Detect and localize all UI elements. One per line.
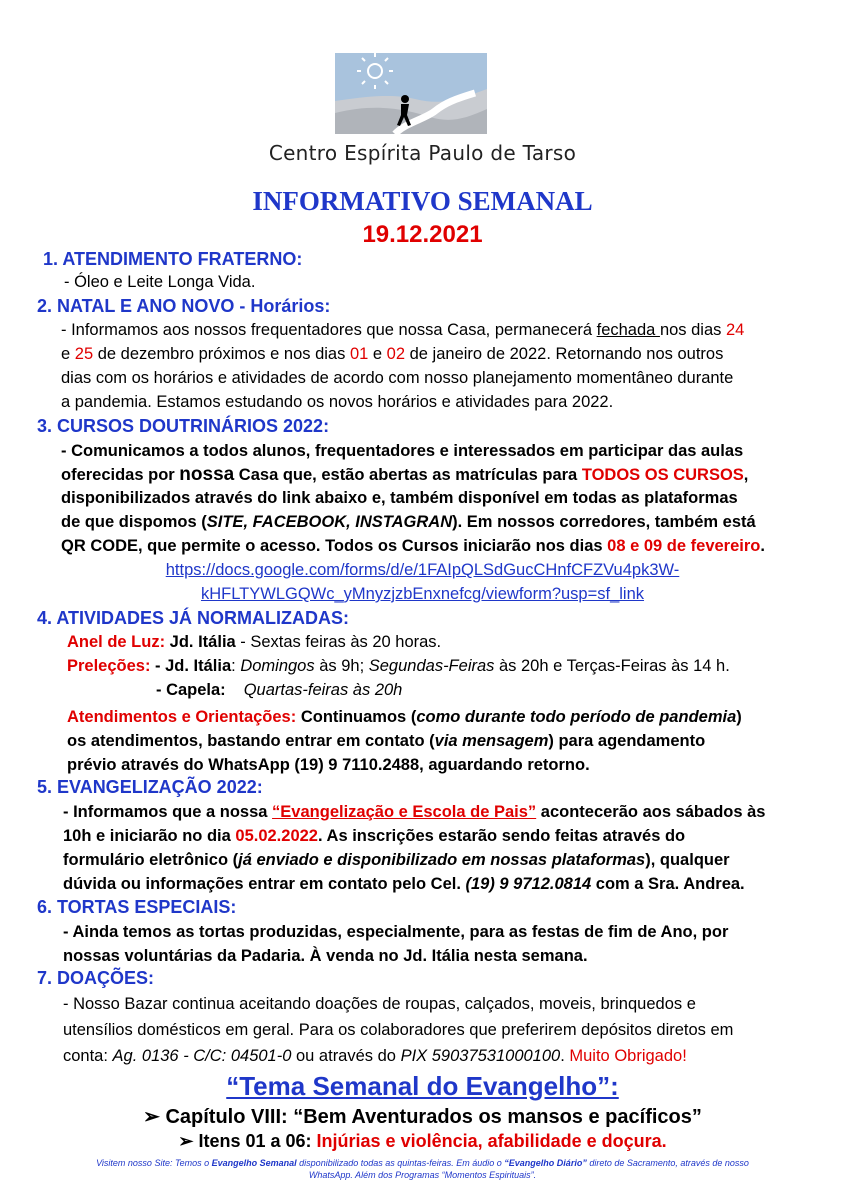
section-3-line-3: disponibilizados através do link abaixo e, também disponível em todas as plataformas xyxy=(61,489,738,507)
atendimentos-line-2: os atendimentos, bastando entrar em contato (via mensagem) para agendamento xyxy=(67,732,706,750)
tema-title: “Tema Semanal do Evangelho”: xyxy=(226,1071,619,1101)
tema-itens: ➢ Itens 01 a 06: Injúrias e violência, afabilidade e doçura. xyxy=(178,1131,667,1151)
section-7-line-1: - Nosso Bazar continua aceitando doações de roupas, calçados, moveis, brinquedos e xyxy=(63,995,696,1013)
arrow-bullet-icon: ➢ xyxy=(178,1131,194,1151)
atendimentos-line-1: Atendimentos e Orientações: Continuamos (como durante todo período de pandemia) xyxy=(67,708,742,726)
section-3-line-1: - Comunicamos a todos alunos, frequentadores e interessados em participar das aulas xyxy=(61,442,744,460)
section-2-line-1: - Informamos aos nossos frequentadores que nossa Casa, permanecerá fechada nos dias 24 xyxy=(61,321,745,339)
anel-de-luz: Anel de Luz: Jd. Itália - Sextas feiras às 20 horas. xyxy=(67,633,442,651)
section-6-heading: 6. TORTAS ESPECIAIS: xyxy=(37,897,237,917)
org-name: Centro Espírita Paulo de Tarso xyxy=(268,141,577,165)
section-2-line-2: e 25 de dezembro próximos e nos dias 01 e 02 de janeiro de 2022. Retornando nos outros xyxy=(61,345,724,363)
section-3-heading: 3. CURSOS DOUTRINÁRIOS 2022: xyxy=(37,416,330,436)
section-3-line-5: QR CODE, que permite o acesso. Todos os Cursos iniciarão nos dias 08 e 09 de fevereiro. xyxy=(61,537,765,555)
section-1-heading: 1. ATENDIMENTO FRATERNO: xyxy=(43,249,303,269)
section-5-line-2: 10h e iniciarão no dia 05.02.2022. As inscrições estarão sendo feitas através do xyxy=(63,827,686,845)
section-5-line-4: dúvida ou informações entrar em contato pelo Cel. (19) 9 9712.0814 com a Sra. Andrea. xyxy=(63,875,745,893)
tema-chapter: ➢ Capítulo VIII: “Bem Aventurados os mansos e pacíficos” xyxy=(143,1106,702,1128)
section-2-line-3: dias com os horários e atividades de acordo com nosso planejamento momentâneo durante xyxy=(61,369,734,387)
section-5-line-3: formulário eletrônico (já enviado e disponibilizado em nossas plataformas), qualquer xyxy=(63,851,730,869)
page-title: INFORMATIVO SEMANAL xyxy=(252,186,593,216)
section-5-heading: 5. EVANGELIZAÇÃO 2022: xyxy=(37,777,263,797)
section-2-line-4: a pandemia. Estamos estudando os novos horários e atividades para 2022. xyxy=(61,393,614,411)
section-1-line: - Óleo e Leite Longa Vida. xyxy=(64,273,256,291)
section-7-line-3: conta: Ag. 0136 - C/C: 04501-0 ou através do PIX 59037531000100. Muito Obrigado! xyxy=(63,1047,687,1065)
course-link-cont[interactable]: kHFLTYWLGQWc_yMnyzjzbEnxnefcg/viewform?usp=sf_link xyxy=(200,585,645,603)
section-6-line-2: nossas voluntárias da Padaria. À venda no Jd. Itália nesta semana. xyxy=(63,947,588,965)
prelecoes: Preleções: - Jd. Itália: Domingos às 9h; Segundas-Feiras às 20h e Terças-Feiras às 14 h. xyxy=(67,657,730,675)
section-7-heading: 7. DOAÇÕES: xyxy=(37,968,155,988)
capela: - Capela: Quartas-feiras às 20h xyxy=(156,681,403,699)
section-3-line-2: oferecidas por nossa Casa que, estão abertas as matrículas para TODOS OS CURSOS, xyxy=(61,464,749,485)
section-2-heading: 2. NATAL E ANO NOVO - Horários: xyxy=(37,296,331,316)
arrow-bullet-icon: ➢ xyxy=(143,1106,160,1128)
date: 19.12.2021 xyxy=(362,221,483,248)
section-7-line-2: utensílios domésticos em geral. Para os colaboradores que preferirem depósitos diretos em xyxy=(63,1021,734,1039)
logo xyxy=(335,53,487,134)
atendimentos-line-3: prévio através do WhatsApp (19) 9 7110.2488, aguardando retorno. xyxy=(67,756,590,774)
section-6-line-1: - Ainda temos as tortas produzidas, especialmente, para as festas de fim de Ano, por xyxy=(63,923,729,941)
logo-graphic xyxy=(335,53,487,134)
course-link-line-2[interactable] xyxy=(0,583,845,606)
course-link-line-1[interactable] xyxy=(0,559,845,582)
footer-note: Visitem nosso Site: Temos o Evangelho Semanal disponibilizado todas as quintas-feiras. Em áudio o “Evangelho Diário” direto de Sacramento, através de nosso WhatsApp. Além dos Programas “Momentos Espirituais”. xyxy=(96,1158,749,1180)
section-4-heading: 4. ATIVIDADES JÁ NORMALIZADAS: xyxy=(37,608,350,628)
section-3-line-4: de que dispomos (SITE, FACEBOOK, INSTAGRAN). Em nossos corredores, também está xyxy=(61,513,756,531)
course-link[interactable]: https://docs.google.com/forms/d/e/1FAIpQLSdGucCHnfCFZVu4pk3W- xyxy=(165,561,680,579)
section-5-line-1: - Informamos que a nossa “Evangelização e Escola de Pais” acontecerão aos sábados às xyxy=(63,803,766,821)
